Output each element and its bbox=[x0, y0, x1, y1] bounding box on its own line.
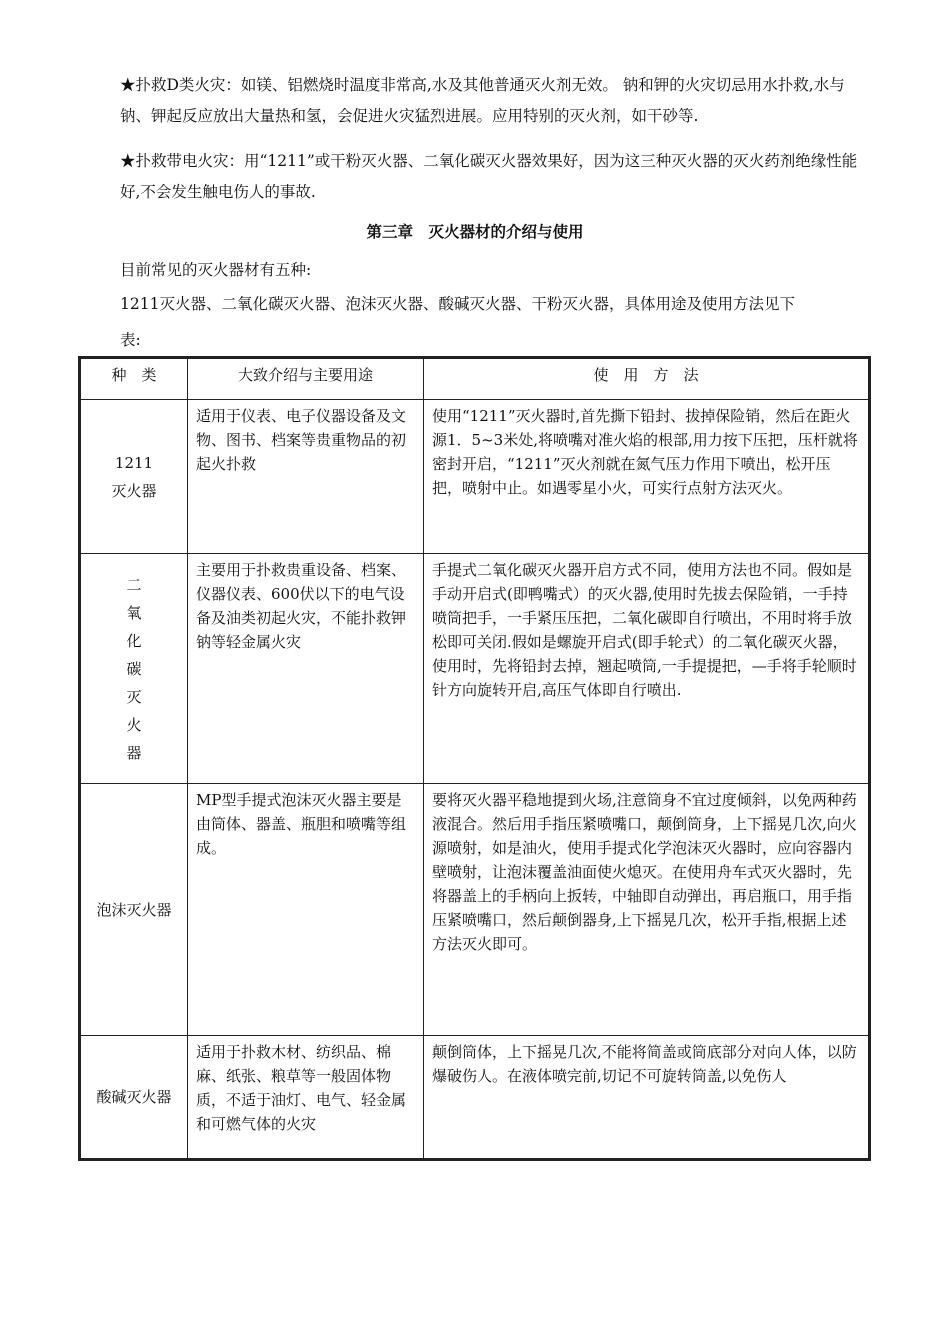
row-name-cell: 泡沫灭火器 bbox=[80, 784, 188, 1036]
intro-line-1: 目前常见的灭火器材有五种: bbox=[120, 261, 312, 279]
method-cell: 颠倒筒体，上下摇晃几次,不能将简盖或筒底部分对向人体，以防爆破伤人。在液体喷完前,切记不可旋转筒盖,以免伤人 bbox=[424, 1036, 870, 1160]
row-name-cell bbox=[80, 554, 188, 784]
intro-line-2: 1211灭火器、二氧化碳灭火器、泡沫灭火器、酸碱灭火器、干粉灭火器，具体用途及使用方法见下 bbox=[120, 295, 795, 313]
usage-cell: MP型手提式泡沫灭火器主要是由筒体、器盖、瓶胆和喷嘴等组成。 bbox=[188, 784, 424, 1036]
paragraph-class-d-fire: ★扑救D类火灾：如镁、铝燃烧时温度非常高,水及其他普通灭火剂无效。 钠和钾的火灾切忌用水扑救,水与钠、钾起反应放出大量热和氢，会促进火灾猛烈进展。应用特别的灭火剂，如干砂等. bbox=[120, 76, 845, 125]
table-row bbox=[80, 400, 870, 554]
header-usage: 大致介绍与主要用途 bbox=[188, 358, 424, 400]
method-cell: 手提式二氧化碳灭火器开启方式不同，使用方法也不同。假如是手动开启式(即鸭嘴式）的灭火器,使用时先拔去保险销，一手持喷筒把手，一手紧压压把，二氧化碳即自行喷出，不用时将手放松即可关闭.假如是螺旋开启式(即手轮式）的二氧化碳灭火器，使用时，先将铅封去掉，翘起喷筒,一手提提把，—手将手轮顺时针方向旋转开启,高压气体即自行喷出. bbox=[424, 554, 870, 784]
header-method: 使 用 方 法 bbox=[424, 358, 870, 400]
table-row bbox=[80, 1036, 870, 1160]
table-row bbox=[80, 554, 870, 784]
extinguisher-name: 1211灭火器 bbox=[111, 453, 157, 500]
paragraph-electrical-fire: ★扑救带电火灾：用“1211”或干粉灭火器、二氧化碳灭火器效果好，因为这三种灭火器的灭火药剂绝缘性能好,不会发生触电伤人的事故. bbox=[120, 152, 858, 201]
extinguisher-table bbox=[78, 356, 868, 1160]
chapter-title: 第三章 灭火器材的介绍与使用 bbox=[366, 223, 584, 241]
intro-line-3: 表: bbox=[120, 331, 141, 349]
header-type: 种 类 bbox=[80, 358, 188, 400]
table-row bbox=[80, 784, 870, 1036]
method-cell: 使用“1211”灭火器时,首先撕下铅封、拔掉保险销，然后在距火源1．5~3米处,将喷嘴对准火焰的根部,用力按下压把，压杆就将密封开启，“1211”灭火剂就在氮气压力作用下喷出，松开压把，喷射中止。如遇零星小火，可实行点射方法灭火。 bbox=[424, 400, 870, 554]
usage-cell: 适用于仪表、电子仪器设备及文物、图书、档案等贵重物品的初起火扑救 bbox=[188, 400, 424, 554]
method-cell: 要将灭火器平稳地提到火场,注意筒身不宜过度倾斜，以免两种药液混合。然后用手指压紧喷嘴口，颠倒筒身，上下摇晃几次,向火源喷射，如是油火，使用手提式化学泡沫灭火器时，应向容器内壁喷射，让泡沫覆盖油面使火熄灭。在使用舟车式灭火器时，先将器盖上的手柄向上扳转，中轴即自动弹出，再启瓶口，用手指压紧喷嘴口，然后颠倒器身,上下摇晃几次，松开手指,根据上述方法灭火即可。 bbox=[424, 784, 870, 1036]
usage-cell: 主要用于扑救贵重设备、档案、仪器仪表、600伏以下的电气设备及油类初起火灾，不能扑救钾钠等轻金属火灾 bbox=[188, 554, 424, 784]
extinguisher-name: 二氧化碳灭火器 bbox=[126, 575, 142, 762]
row-name-cell bbox=[80, 400, 188, 554]
usage-cell: 适用于扑救木材、纺织品、棉麻、纸张、粮草等一般固体物质，不适于油灯、电气、轻金属和可燃气体的火灾 bbox=[188, 1036, 424, 1160]
row-name-cell: 酸碱灭火器 bbox=[80, 1036, 188, 1160]
table-header-row bbox=[80, 358, 870, 400]
